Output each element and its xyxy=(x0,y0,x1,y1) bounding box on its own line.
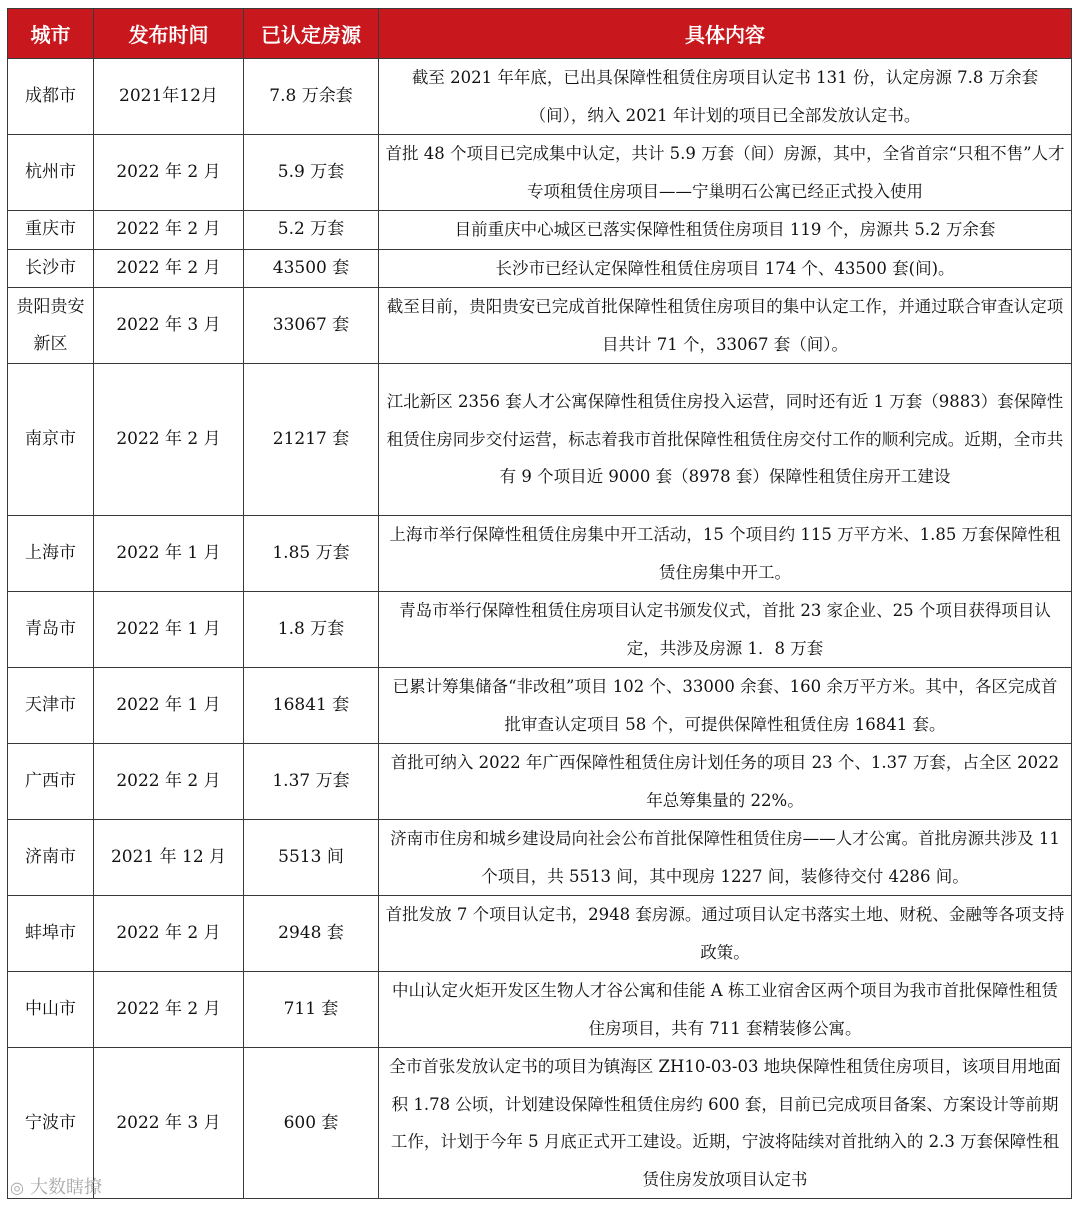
city-cell: 南京市 xyxy=(8,364,94,516)
date-cell: 2022 年 3 月 xyxy=(94,1048,244,1199)
city-cell: 上海市 xyxy=(8,516,94,592)
weibo-icon: ◎ xyxy=(10,1178,24,1197)
count-cell: 2948 套 xyxy=(244,896,379,972)
table-row xyxy=(8,668,1072,744)
count-cell: 33067 套 xyxy=(244,288,379,364)
count-cell: 5.9 万套 xyxy=(244,135,379,211)
city-cell: 广西市 xyxy=(8,744,94,820)
count-cell: 21217 套 xyxy=(244,364,379,516)
detail-cell: 截至 2021 年年底，已出具保障性租赁住房项目认定书 131 份，认定房源 7.8 万余套（间），纳入 2021 年计划的项目已全部发放认定书。 xyxy=(379,59,1072,135)
header-date: 发布时间 xyxy=(94,9,244,59)
count-cell: 1.37 万套 xyxy=(244,744,379,820)
city-cell: 长沙市 xyxy=(8,249,94,288)
housing-table xyxy=(7,8,1072,1199)
date-cell: 2022 年 3 月 xyxy=(94,288,244,364)
date-cell: 2022 年 2 月 xyxy=(94,972,244,1048)
header-detail: 具体内容 xyxy=(379,9,1072,59)
table-row xyxy=(8,896,1072,972)
table-row xyxy=(8,1048,1072,1199)
date-cell: 2022 年 1 月 xyxy=(94,668,244,744)
table-row xyxy=(8,516,1072,592)
detail-cell: 上海市举行保障性租赁住房集中开工活动，15 个项目约 115 万平方米、1.85 万套保障性租赁住房集中开工。 xyxy=(379,516,1072,592)
city-cell: 天津市 xyxy=(8,668,94,744)
detail-cell: 青岛市举行保障性租赁住房项目认定书颁发仪式，首批 23 家企业、25 个项目获得项目认定，共涉及房源 1．8 万套 xyxy=(379,592,1072,668)
table-row xyxy=(8,249,1072,288)
detail-cell: 首批发放 7 个项目认定书，2948 套房源。通过项目认定书落实土地、财税、金融等各项支持政策。 xyxy=(379,896,1072,972)
city-cell: 杭州市 xyxy=(8,135,94,211)
city-cell: 贵阳贵安新区 xyxy=(8,288,94,364)
header-count: 已认定房源 xyxy=(244,9,379,59)
date-cell: 2022 年 2 月 xyxy=(94,249,244,288)
detail-cell: 济南市住房和城乡建设局向社会公布首批保障性租赁住房——人才公寓。首批房源共涉及 11 个项目，共 5513 间，其中现房 1227 间，装修待交付 4286 间。 xyxy=(379,820,1072,896)
date-cell: 2022 年 1 月 xyxy=(94,516,244,592)
detail-cell: 长沙市已经认定保障性租赁住房项目 174 个、43500 套(间)。 xyxy=(379,249,1072,288)
count-cell: 7.8 万余套 xyxy=(244,59,379,135)
table-row xyxy=(8,820,1072,896)
date-cell: 2022 年 2 月 xyxy=(94,364,244,516)
detail-cell: 中山认定火炬开发区生物人才谷公寓和佳能 A 栋工业宿舍区两个项目为我市首批保障性租赁住房项目，共有 711 套精装修公寓。 xyxy=(379,972,1072,1048)
table-row xyxy=(8,288,1072,364)
watermark-text: 大数瞎撩 xyxy=(29,1177,102,1198)
count-cell: 600 套 xyxy=(244,1048,379,1199)
date-cell: 2022 年 2 月 xyxy=(94,744,244,820)
detail-cell: 已累计筹集储备“非改租”项目 102 个、33000 余套、160 余万平方米。其中，各区完成首批审查认定项目 58 个，可提供保障性租赁住房 16841 套。 xyxy=(379,668,1072,744)
table-row xyxy=(8,592,1072,668)
date-cell: 2022 年 1 月 xyxy=(94,592,244,668)
date-cell: 2022 年 2 月 xyxy=(94,896,244,972)
detail-cell: 截至目前，贵阳贵安已完成首批保障性租赁住房项目的集中认定工作，并通过联合审查认定项目共计 71 个，33067 套（间）。 xyxy=(379,288,1072,364)
table-row xyxy=(8,744,1072,820)
table-row xyxy=(8,211,1072,250)
detail-cell: 目前重庆中心城区已落实保障性租赁住房项目 119 个，房源共 5.2 万余套 xyxy=(379,211,1072,250)
detail-cell: 江北新区 2356 套人才公寓保障性租赁住房投入运营，同时还有近 1 万套（9883）套保障性租赁住房同步交付运营，标志着我市首批保障性租赁住房交付工作的顺利完成。近期，全市共有 9 个项目近 9000 套（8978 套）保障性租赁住房开工建设 xyxy=(379,364,1072,516)
city-cell: 济南市 xyxy=(8,820,94,896)
detail-cell: 首批 48 个项目已完成集中认定，共计 5.9 万套（间）房源，其中，全省首宗“只租不售”人才专项租赁住房项目——宁巢明石公寓已经正式投入使用 xyxy=(379,135,1072,211)
date-cell: 2022 年 2 月 xyxy=(94,135,244,211)
city-cell: 成都市 xyxy=(8,59,94,135)
count-cell: 5.2 万套 xyxy=(244,211,379,250)
city-cell: 宁波市 xyxy=(8,1048,94,1199)
city-cell: 重庆市 xyxy=(8,211,94,250)
count-cell: 43500 套 xyxy=(244,249,379,288)
date-cell: 2022 年 2 月 xyxy=(94,211,244,250)
city-cell: 中山市 xyxy=(8,972,94,1048)
table-row xyxy=(8,135,1072,211)
city-cell: 蚌埠市 xyxy=(8,896,94,972)
count-cell: 1.8 万套 xyxy=(244,592,379,668)
count-cell: 711 套 xyxy=(244,972,379,1048)
header-city: 城市 xyxy=(8,9,94,59)
watermark xyxy=(10,1173,102,1199)
header-row xyxy=(8,9,1072,59)
date-cell: 2021年12月 xyxy=(94,59,244,135)
table-row xyxy=(8,364,1072,516)
table-row xyxy=(8,59,1072,135)
count-cell: 5513 间 xyxy=(244,820,379,896)
detail-cell: 首批可纳入 2022 年广西保障性租赁住房计划任务的项目 23 个、1.37 万套，占全区 2022 年总筹集量的 22%。 xyxy=(379,744,1072,820)
count-cell: 1.85 万套 xyxy=(244,516,379,592)
table-row xyxy=(8,972,1072,1048)
count-cell: 16841 套 xyxy=(244,668,379,744)
date-cell: 2021 年 12 月 xyxy=(94,820,244,896)
detail-cell: 全市首张发放认定书的项目为镇海区 ZH10-03-03 地块保障性租赁住房项目，该项目用地面积 1.78 公顷，计划建设保障性租赁住房约 600 套，目前已完成项目备案、方案设计等前期工作，计划于今年 5 月底正式开工建设。近期，宁波将陆续对首批纳入的 2.3 万套保障性租赁住房发放项目认定书 xyxy=(379,1048,1072,1199)
city-cell: 青岛市 xyxy=(8,592,94,668)
